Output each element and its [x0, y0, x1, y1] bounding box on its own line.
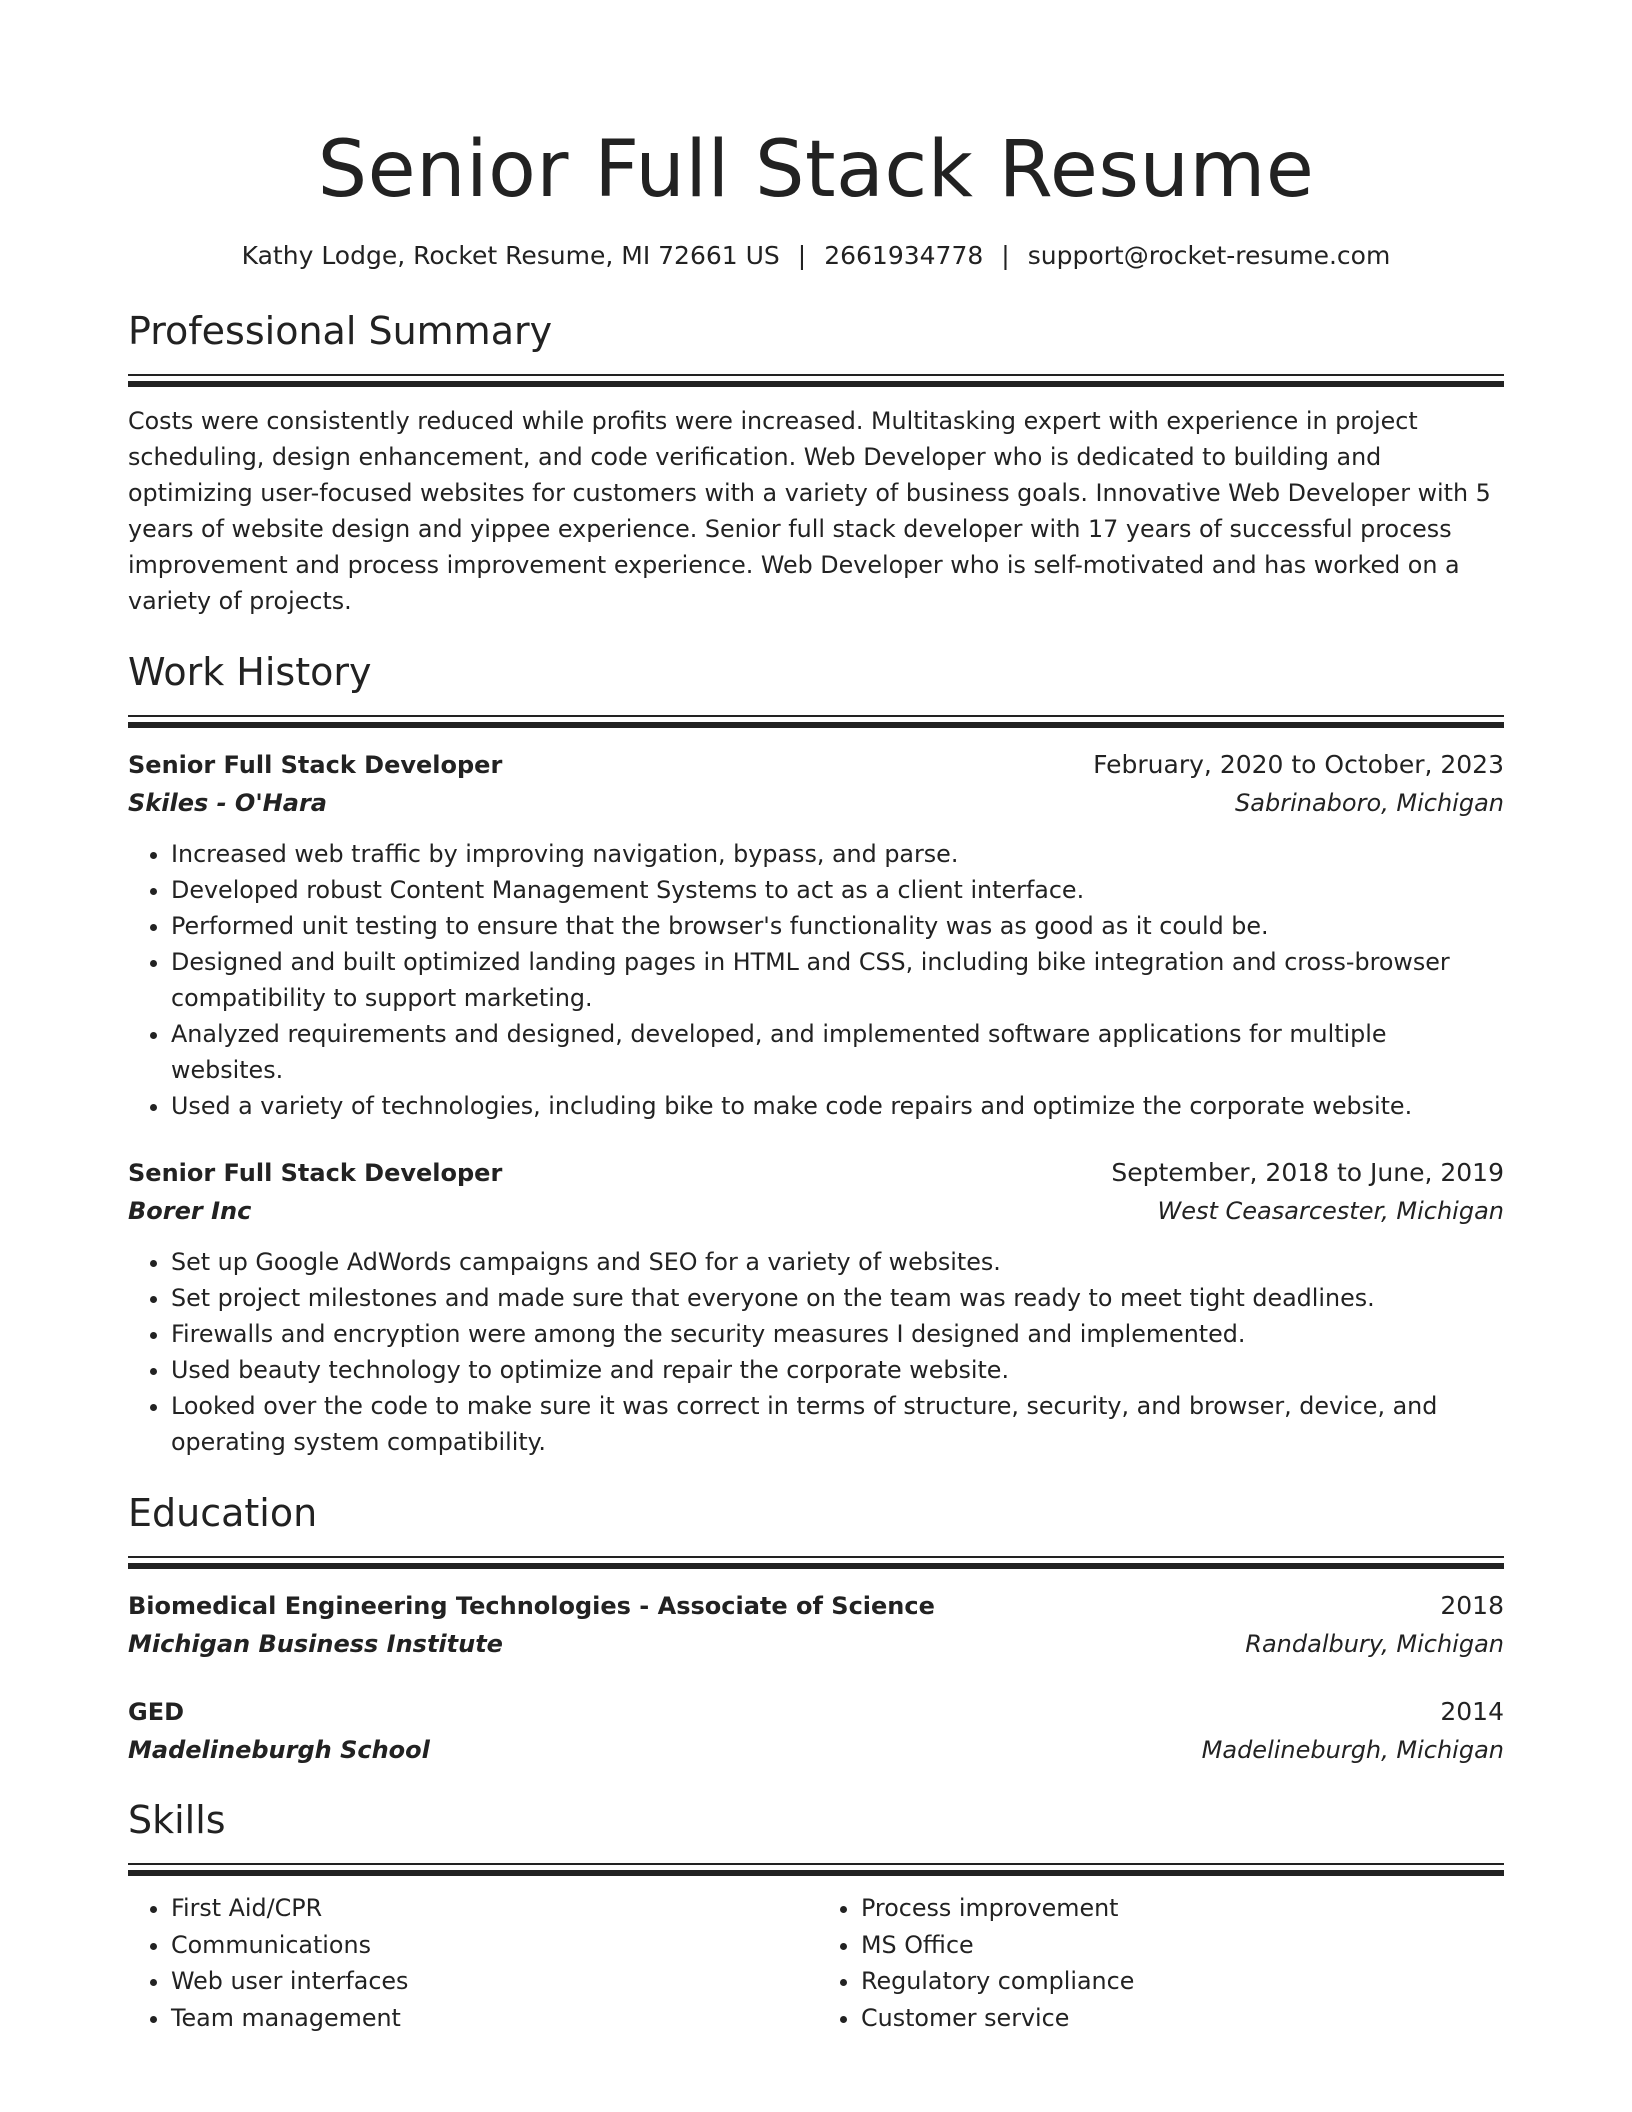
- contact-separator: |: [797, 241, 807, 270]
- contact-line: [128, 240, 1504, 272]
- job-company: Borer Inc: [128, 1197, 252, 1225]
- skills-heading: Skills: [128, 1798, 226, 1842]
- list-item: • Regulatory compliance: [861, 1963, 1504, 2000]
- skills-columns: [128, 1890, 1504, 2036]
- list-item: • Designed and built optimized landing pages in HTML and CSS, including bike integration and cross-browser compatibility to support marketing.: [171, 944, 1504, 1016]
- list-item: • Increased web traffic by improving navigation, bypass, and parse.: [171, 836, 1504, 872]
- job-location: Sabrinaboro, Michigan: [1235, 789, 1504, 817]
- list-item: • Team management: [171, 2000, 814, 2037]
- list-item: • Performed unit testing to ensure that the browser's functionality was as good as it could be.: [171, 908, 1504, 944]
- list-item: • Communications: [171, 1927, 814, 1964]
- skills-list-left: [128, 1890, 814, 2036]
- list-item: • Customer service: [861, 2000, 1504, 2037]
- education-degree: GED: [128, 1698, 185, 1726]
- list-item: • Web user interfaces: [171, 1963, 814, 2000]
- section-divider-thick: [128, 1870, 1504, 1876]
- section-divider: [128, 1863, 1504, 1865]
- job-company: Skiles - O'Hara: [128, 789, 327, 817]
- skills-section: [128, 1797, 1504, 2036]
- education-degree: Biomedical Engineering Technologies - Associate of Science: [128, 1592, 935, 1620]
- job-entry: [128, 1154, 1504, 1460]
- section-divider: [128, 1556, 1504, 1558]
- section-divider: [128, 374, 1504, 376]
- list-item: • Developed robust Content Management Systems to act as a client interface.: [171, 872, 1504, 908]
- list-item: • Analyzed requirements and designed, developed, and implemented software applications for multiple websites.: [171, 1016, 1504, 1088]
- education-heading: Education: [128, 1491, 318, 1535]
- education-school: Madelineburgh School: [128, 1736, 430, 1764]
- contact-separator: |: [1001, 241, 1010, 270]
- job-bullets: [128, 836, 1504, 1124]
- skills-list-right: [814, 1890, 1504, 2036]
- education-entry: [128, 1693, 1504, 1769]
- section-divider-thick: [128, 1563, 1504, 1569]
- section-divider-thick: [128, 381, 1504, 387]
- summary-text: Costs were consistently reduced while profits were increased. Multitasking expert with experience in project scheduling, design enhancement, and code verification. Web Developer who is dedicated to building and optimizing user-focused websites for customers with a variety of business goals. Innovative Web Developer with 5 years of website design and yippee experience. Senior full stack developer with 17 years of successful process improvement and process improvement experience. Web Developer who is self-motivated and has worked on a variety of projects.: [128, 407, 1491, 615]
- job-entry: [128, 746, 1504, 1124]
- summary-section: [128, 308, 1504, 619]
- list-item: • Looked over the code to make sure it was correct in terms of structure, security, and browser, device, and operating system compatibility.: [171, 1388, 1504, 1460]
- list-item: • Firewalls and encryption were among the security measures I designed and implemented.: [171, 1316, 1504, 1352]
- education-section: [128, 1490, 1504, 1769]
- work-history-heading: Work History: [128, 650, 372, 694]
- education-location: Randalbury, Michigan: [1245, 1630, 1504, 1658]
- section-divider-thick: [128, 722, 1504, 728]
- job-bullets: [128, 1244, 1504, 1460]
- contact-address: Kathy Lodge, Rocket Resume, MI 72661 US: [241, 241, 780, 270]
- education-location: Madelineburgh, Michigan: [1201, 1736, 1504, 1764]
- job-location: West Ceasarcester, Michigan: [1157, 1197, 1504, 1225]
- job-role: Senior Full Stack Developer: [128, 751, 503, 779]
- summary-heading: Professional Summary: [128, 309, 553, 353]
- list-item: • Used a variety of technologies, including bike to make code repairs and optimize the corporate website.: [171, 1088, 1504, 1124]
- contact-phone: 2661934778: [824, 241, 984, 270]
- job-role: Senior Full Stack Developer: [128, 1159, 503, 1187]
- section-divider: [128, 715, 1504, 717]
- list-item: • First Aid/CPR: [171, 1890, 814, 1927]
- education-year: 2018: [1440, 1591, 1504, 1620]
- education-year: 2014: [1440, 1697, 1504, 1726]
- job-dates: September, 2018 to June, 2019: [1111, 1158, 1504, 1187]
- education-entry: [128, 1587, 1504, 1663]
- list-item: • Set project milestones and made sure that everyone on the team was ready to meet tight deadlines.: [171, 1280, 1504, 1316]
- list-item: • MS Office: [861, 1927, 1504, 1964]
- job-dates: February, 2020 to October, 2023: [1093, 750, 1504, 779]
- contact-email: support@rocket-resume.com: [1027, 241, 1391, 270]
- resume-title: Senior Full Stack Resume: [317, 125, 1315, 215]
- list-item: • Set up Google AdWords campaigns and SEO for a variety of websites.: [171, 1244, 1504, 1280]
- list-item: • Process improvement: [861, 1890, 1504, 1927]
- education-school: Michigan Business Institute: [128, 1630, 503, 1658]
- work-history-section: [128, 649, 1504, 1460]
- list-item: • Used beauty technology to optimize and repair the corporate website.: [171, 1352, 1504, 1388]
